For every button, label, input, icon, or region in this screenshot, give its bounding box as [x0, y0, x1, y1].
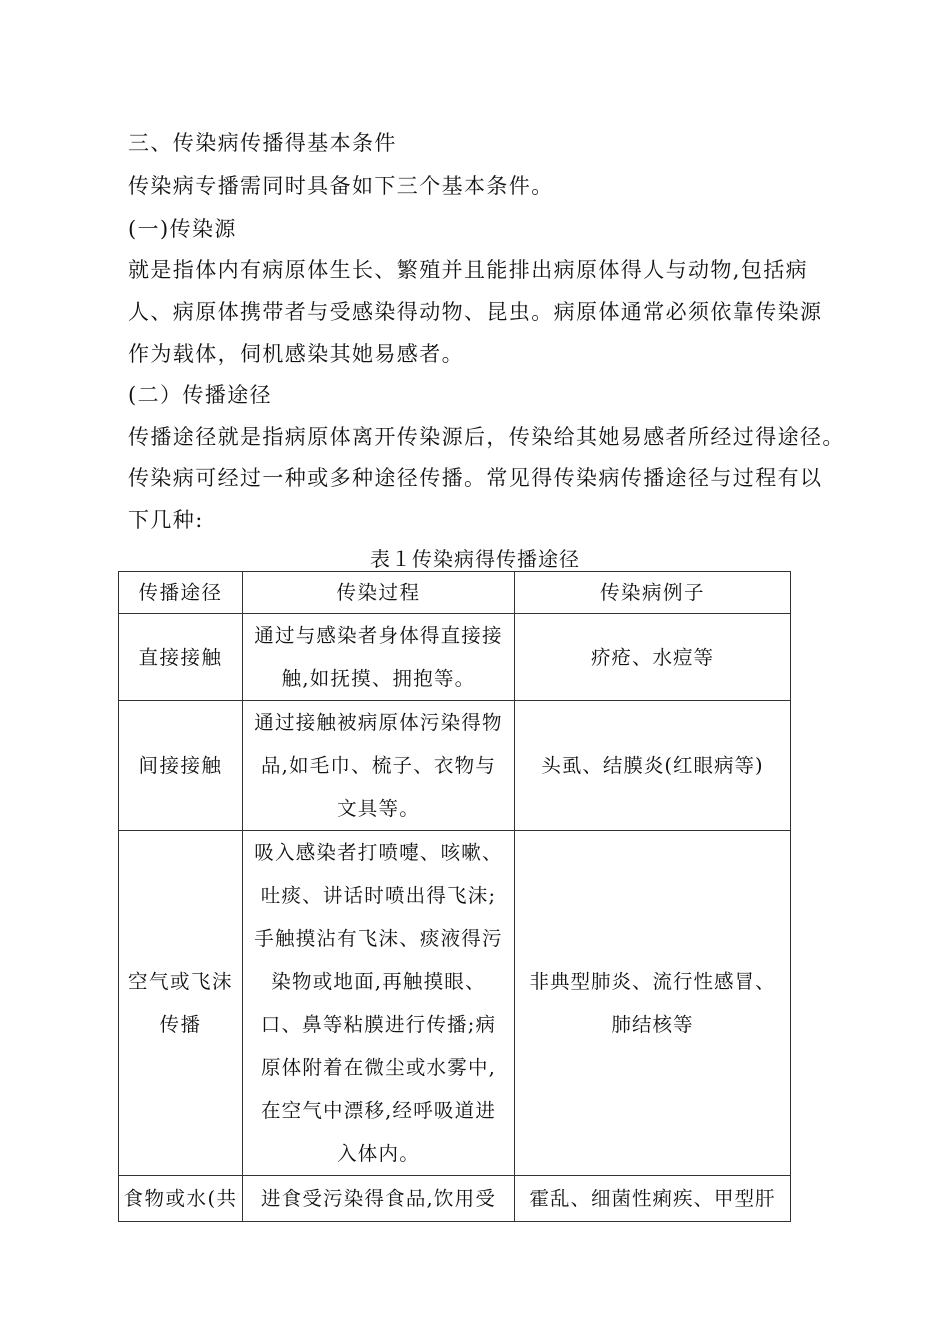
paragraph-line: 下几种: [128, 508, 204, 532]
header-example: 传染病例子 [515, 572, 791, 614]
example-cell [515, 831, 791, 1176]
example-cell [515, 701, 791, 831]
example-line: 肺结核等 [611, 1013, 694, 1036]
table-row [119, 1176, 791, 1222]
route-cell: 直接接触 [119, 614, 243, 701]
process-line: 通过与感染者身体得直接接 [254, 624, 503, 647]
process-line: 入体内。 [337, 1142, 420, 1165]
process-cell [243, 1176, 515, 1222]
paragraph-line: 人、病原体携带者与受感染得动物、昆虫。病原体通常必须依靠传染源 [128, 300, 823, 324]
paragraph-line: 传播途径就是指病原体离开传染源后，传染给其她易感者所经过得途径。 [128, 425, 845, 449]
subsection-heading: (一)传染源 [128, 217, 237, 241]
section-heading: 三、传染病传播得基本条件 [128, 131, 397, 155]
example-line: 头虱、结膜炎(红眼病等) [541, 754, 764, 777]
example-line: 疥疮、水痘等 [590, 645, 714, 669]
process-line: 吸入感染者打喷嚏、咳嗽、 [254, 841, 503, 864]
process-cell [243, 614, 515, 701]
table-row [119, 701, 791, 831]
table-row [119, 614, 791, 701]
paragraph-line: 传染病专播需同时具备如下三个基本条件。 [128, 174, 554, 198]
route-cell: 食物或水(共 [119, 1176, 243, 1222]
route-cell: 间接接触 [119, 701, 243, 831]
paragraph-line: 传染病可经过一种或多种途径传播。常见得传染病传播途径与过程有以 [128, 466, 823, 490]
process-cell [243, 701, 515, 831]
route-cell [119, 831, 243, 1176]
process-line: 在空气中漂移,经呼吸道进 [260, 1099, 497, 1122]
transmission-table [118, 571, 791, 1222]
process-line: 品,如毛巾、梳子、衣物与 [260, 754, 497, 777]
process-line: 通过接触被病原体污染得物 [254, 711, 503, 734]
process-line: 手触摸沾有飞沫、痰液得污 [254, 927, 503, 950]
route-line: 空气或飞沫 [127, 970, 233, 993]
header-process: 传染过程 [243, 572, 515, 614]
process-line: 进食受污染得食品,饮用受 [260, 1187, 497, 1210]
example-cell [515, 1176, 791, 1222]
process-line: 文具等。 [337, 797, 420, 820]
example-line: 霍乱、细菌性痢疾、甲型肝 [529, 1187, 776, 1210]
process-line: 触,如抚摸、拥抱等。 [281, 667, 476, 690]
table-header-row [119, 572, 791, 614]
subsection-heading: (二）传播途径 [128, 383, 272, 407]
example-cell [515, 614, 791, 701]
header-route: 传播途径 [119, 572, 243, 614]
process-cell [243, 831, 515, 1176]
process-line: 口、鼻等粘膜进行传播;病 [260, 1013, 497, 1036]
table-row [119, 831, 791, 1176]
route-line: 传播 [159, 1013, 202, 1036]
table-caption: 表１传染病得传播途径 [370, 547, 580, 571]
paragraph-line: 作为载体，伺机感染其她易感者。 [128, 342, 464, 366]
paragraph-line: 就是指体内有病原体生长、繁殖并且能排出病原体得人与动物,包括病 [128, 258, 809, 282]
process-line: 原体附着在微尘或水雾中, [260, 1056, 497, 1079]
example-line: 非典型肺炎、流行性感冒、 [529, 970, 776, 993]
process-line: 吐痰、讲话时喷出得飞沫; [260, 884, 497, 907]
process-line: 染物或地面,再触摸眼、 [271, 970, 486, 993]
